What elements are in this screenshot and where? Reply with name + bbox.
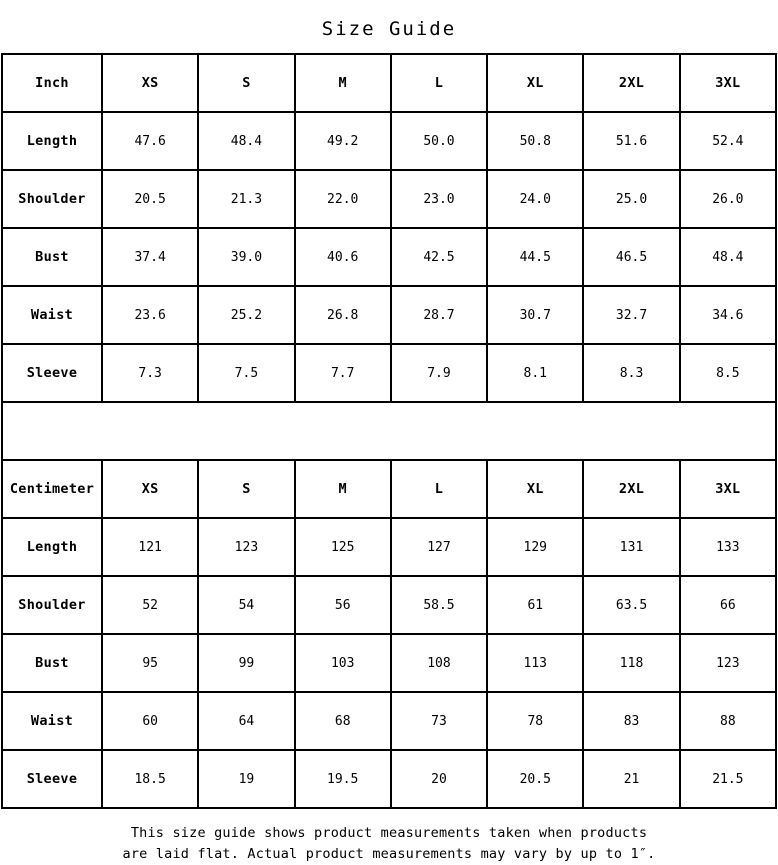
cell: 48.4	[198, 112, 294, 170]
row-label-sleeve: Sleeve	[2, 344, 102, 402]
cell: 133	[680, 518, 776, 576]
size-header-xs: XS	[102, 460, 198, 518]
page-title: Size Guide	[321, 18, 457, 40]
note-line-2: are laid flat. Actual product measurements may vary by up to 1″.	[122, 845, 656, 862]
cell: 42.5	[391, 228, 487, 286]
cell: 24.0	[487, 170, 583, 228]
unit-label-inch: Inch	[2, 54, 102, 112]
cell: 54	[198, 576, 294, 634]
cell: 8.5	[680, 344, 776, 402]
cell: 68	[295, 692, 391, 750]
cell: 7.5	[198, 344, 294, 402]
unit-label-centimeter: Centimeter	[2, 460, 102, 518]
cell: 99	[198, 634, 294, 692]
cell: 19	[198, 750, 294, 808]
inch-size-table	[1, 53, 777, 403]
cell: 7.3	[102, 344, 198, 402]
table-row	[2, 692, 776, 750]
cell: 66	[680, 576, 776, 634]
cell: 129	[487, 518, 583, 576]
size-header-l: L	[391, 460, 487, 518]
cell: 47.6	[102, 112, 198, 170]
table-row	[2, 112, 776, 170]
cell: 30.7	[487, 286, 583, 344]
table-header-row	[2, 54, 776, 112]
cell: 7.9	[391, 344, 487, 402]
cell: 60	[102, 692, 198, 750]
cell: 108	[391, 634, 487, 692]
cell: 127	[391, 518, 487, 576]
cell: 32.7	[583, 286, 679, 344]
cell: 19.5	[295, 750, 391, 808]
cell: 26.0	[680, 170, 776, 228]
cell: 34.6	[680, 286, 776, 344]
size-header-xl: XL	[487, 460, 583, 518]
cell: 25.2	[198, 286, 294, 344]
cell: 49.2	[295, 112, 391, 170]
cell: 44.5	[487, 228, 583, 286]
cell: 22.0	[295, 170, 391, 228]
size-header-3xl: 3XL	[680, 54, 776, 112]
cell: 37.4	[102, 228, 198, 286]
size-header-m: M	[295, 460, 391, 518]
size-header-2xl: 2XL	[583, 54, 679, 112]
cell: 52.4	[680, 112, 776, 170]
size-header-2xl: 2XL	[583, 460, 679, 518]
size-header-l: L	[391, 54, 487, 112]
size-guide-note	[0, 809, 778, 865]
cell: 50.8	[487, 112, 583, 170]
table-row	[2, 634, 776, 692]
table-row	[2, 750, 776, 808]
note-line-1: This size guide shows product measurements taken when products	[130, 825, 648, 841]
cell: 51.6	[583, 112, 679, 170]
row-label-shoulder: Shoulder	[2, 170, 102, 228]
cell: 123	[680, 634, 776, 692]
row-label-shoulder: Shoulder	[2, 576, 102, 634]
cell: 21	[583, 750, 679, 808]
cell: 56	[295, 576, 391, 634]
cell: 18.5	[102, 750, 198, 808]
cell: 21.3	[198, 170, 294, 228]
size-header-3xl: 3XL	[680, 460, 776, 518]
cell: 26.8	[295, 286, 391, 344]
table-row	[2, 518, 776, 576]
cell: 131	[583, 518, 679, 576]
size-header-s: S	[198, 54, 294, 112]
cell: 46.5	[583, 228, 679, 286]
row-label-bust: Bust	[2, 634, 102, 692]
cell: 52	[102, 576, 198, 634]
cell: 20.5	[102, 170, 198, 228]
size-header-m: M	[295, 54, 391, 112]
cell: 20	[391, 750, 487, 808]
cell: 21.5	[680, 750, 776, 808]
cell: 39.0	[198, 228, 294, 286]
row-label-waist: Waist	[2, 692, 102, 750]
cell: 25.0	[583, 170, 679, 228]
cell: 64	[198, 692, 294, 750]
table-row	[2, 576, 776, 634]
size-header-s: S	[198, 460, 294, 518]
cell: 88	[680, 692, 776, 750]
table-row	[2, 286, 776, 344]
cell: 23.6	[102, 286, 198, 344]
table-row	[2, 170, 776, 228]
cell: 7.7	[295, 344, 391, 402]
row-label-length: Length	[2, 112, 102, 170]
size-header-xs: XS	[102, 54, 198, 112]
row-label-sleeve: Sleeve	[2, 750, 102, 808]
row-label-length: Length	[2, 518, 102, 576]
cell: 123	[198, 518, 294, 576]
cell: 20.5	[487, 750, 583, 808]
row-label-waist: Waist	[2, 286, 102, 344]
row-label-bust: Bust	[2, 228, 102, 286]
cell: 78	[487, 692, 583, 750]
cell: 73	[391, 692, 487, 750]
cell: 118	[583, 634, 679, 692]
cell: 121	[102, 518, 198, 576]
cell: 40.6	[295, 228, 391, 286]
cell: 95	[102, 634, 198, 692]
table-row	[2, 228, 776, 286]
cell: 23.0	[391, 170, 487, 228]
table-header-row	[2, 460, 776, 518]
table-row	[2, 344, 776, 402]
cell: 63.5	[583, 576, 679, 634]
cell: 58.5	[391, 576, 487, 634]
cell: 8.3	[583, 344, 679, 402]
centimeter-size-table	[1, 459, 777, 809]
cell: 28.7	[391, 286, 487, 344]
cell: 113	[487, 634, 583, 692]
cell: 8.1	[487, 344, 583, 402]
cell: 103	[295, 634, 391, 692]
cell: 61	[487, 576, 583, 634]
cell: 48.4	[680, 228, 776, 286]
cell: 50.0	[391, 112, 487, 170]
table-separator	[1, 403, 777, 459]
size-header-xl: XL	[487, 54, 583, 112]
cell: 125	[295, 518, 391, 576]
cell: 83	[583, 692, 679, 750]
